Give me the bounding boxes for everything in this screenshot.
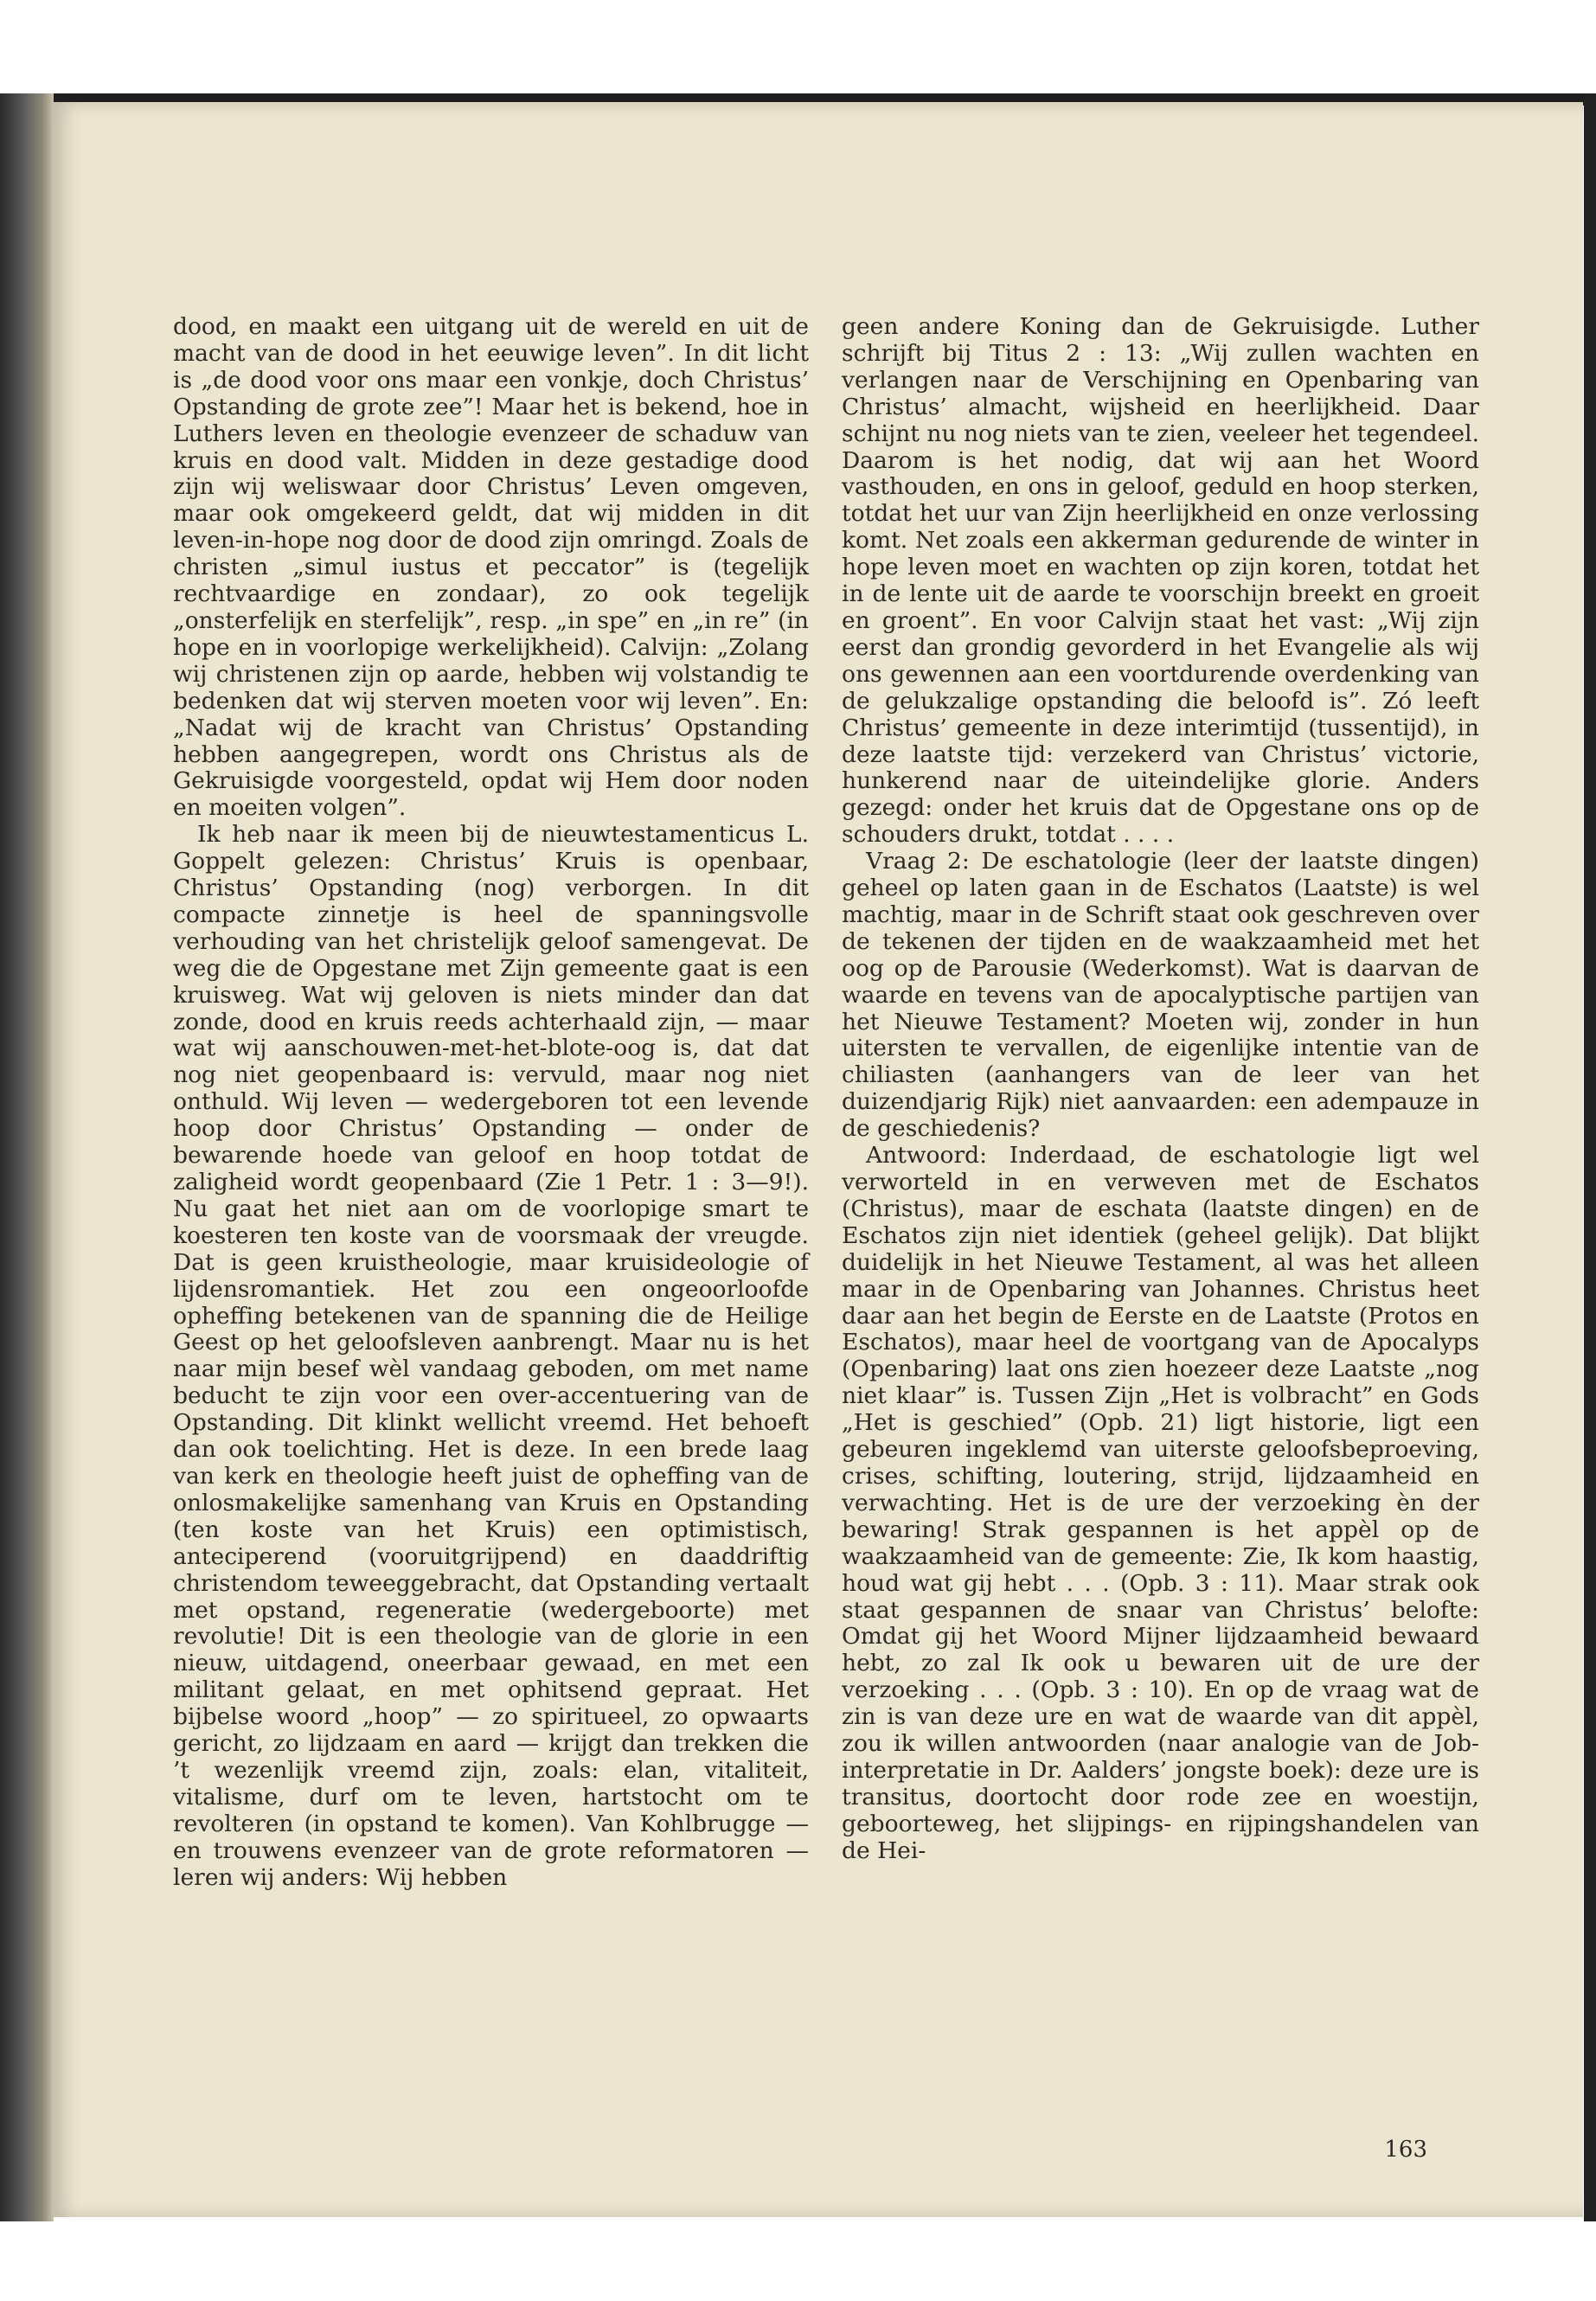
page-sheet (52, 102, 1583, 2217)
left-paragraph-1: dood, en maakt een uitgang uit de wereld en uit de macht van de dood in het eeuwige leven”. In dit licht is „de dood voor ons maar een vonkje, doch Christus’ Opstanding de grote zee”! Maar het is bekend, hoe in Luthers leven en theologie evenzeer de schaduw van kruis en dood valt. Midden in deze gestadige dood zijn wij weliswaar door Christus’ Leven omgeven, maar ook omgekeerd geldt, dat wij midden in dit leven-in-hope nog door de dood zijn omringd. Zoals de christen „simul iustus et peccator” is (tegelijk rechtvaardige en zondaar), zo ook tegelijk „onsterfelijk en sterfelijk”, resp. „in spe” en „in re” (in hope en in voorlopige werkelijkheid). Calvijn: „Zolang wij christenen zijn op aarde, hebben wij volstandig te bedenken dat wij sterven moeten voor wij leven”. En: „Nadat wij de kracht van Christus’ Opstanding hebben aangegrepen, wordt ons Christus als de Gekruisigde voorgesteld, opdat wij Hem door noden en moeiten volgen”. (173, 313, 809, 822)
left-column (173, 314, 809, 1891)
right-column (842, 314, 1479, 1865)
left-paragraph-2: Ik heb naar ik meen bij de nieuwtestamenticus L. Goppelt gelezen: Christus’ Kruis is openbaar, Christus’ Opstanding (nog) verborgen. In dit compacte zinnetje is heel de spanningsvolle verhouding van het christelijk geloof samengevat. De weg die de Opgestane met Zijn gemeente gaat is een kruisweg. Wat wij geloven is niets minder dan dat zonde, dood en kruis reeds achterhaald zijn, — maar wat wij aanschouwen-met-het-blote-oog is, dat dat nog niet geopenbaard is: vervuld, maar nog niet onthuld. Wij leven — wedergeboren tot een levende hoop door Christus’ Opstanding — onder de bewarende hoede van geloof en hoop totdat de zaligheid wordt geopenbaard (Zie 1 Petr. 1 : 3—9!). Nu gaat het niet aan om de voorlopige smart te koesteren ten koste van de voorsmaak der vreugde. Dat is geen kruistheologie, maar kruisideologie of lijdensromantiek. Het zou een ongeoorloofde opheffing betekenen van de spanning die de Heilige Geest op het geloofsleven aanbrengt. Maar nu is het naar mijn besef wèl vandaag geboden, om met name beducht te zijn voor een over-accentuering van de Opstanding. Dit klinkt wellicht vreemd. Het behoeft dan ook toelichting. Het is deze. In een brede laag van kerk en theologie heeft juist de opheffing van de onlosmakelijke samenhang van Kruis en Opstanding (ten koste van het Kruis) een optimistisch, anteciperend (vooruitgrijpend) en daaddriftig christendom teweeggebracht, dat Opstanding vertaalt met opstand, regeneratie (wedergeboorte) met revolutie! Dit is een theologie van de glorie in een nieuw, uitdagend, oneerbaar gewaad, en met een militant gelaat, en met ophitsend gepraat. Het bijbelse woord „hoop” — zo spiritueel, zo opwaarts gericht, zo lijdzaam en aard — krijgt dan trekken die ’t wezenlijk vreemd zijn, zoals: elan, vitaliteit, vitalisme, durf om te leven, hartstocht om te revolteren (in opstand te komen). Van Kohlbrugge — en trouwens evenzeer van de grote reformatoren — leren wij anders: Wij hebben (173, 821, 809, 1891)
right-paragraph-2: Vraag 2: De eschatologie (leer der laatste dingen) geheel op laten gaan in de Eschatos (Laatste) is wel machtig, maar in de Schrift staat ook geschreven over de tekenen der tijden en de waakzaamheid met het oog op de Parousie (Wederkomst). Wat is daarvan de waarde en tevens van de apocalyptische partijen van het Nieuwe Testament? Moeten wij, zonder in hun uitersten te vervallen, de eigenlijke intentie van de chiliasten (aanhangers van de leer van het duizendjarig Rijk) niet aanvaarden: een adempauze in de geschiedenis? (842, 848, 1479, 1143)
book-fore-edge (1584, 93, 1596, 2221)
right-paragraph-1: geen andere Koning dan de Gekruisigde. Luther schrijft bij Titus 2 : 13: „Wij zullen wachten en verlangen naar de Verschijning en Openbaring van Christus’ almacht, wijsheid en heerlijkheid. Daar schijnt nu nog niets van te zien, veeleer het tegendeel. Daarom is het nodig, dat wij aan het Woord vasthouden, en ons in geloof, geduld en hoop sterken, totdat het uur van Zijn heerlijkheid en onze verlossing komt. Net zoals een akkerman gedurende de winter in hope leven moet en wachten op zijn koren, totdat het in de lente uit de aarde te voorschijn breekt en groeit en groent”. En voor Calvijn staat het vast: „Wij zijn eerst dan grondig gevorderd in het Evangelie als wij ons gewennen aan een voortdurende overdenking van de gelukzalige opstanding die beloofd is”. Zó leeft Christus’ gemeente in deze interimtijd (tussentijd), in deze laatste tijd: verzekerd van Christus’ victorie, hunkerend naar de uiteindelijke glorie. Anders gezegd: onder het kruis dat de Opgestane ons op de schouders drukt, totdat . . . . (842, 313, 1479, 849)
book-spine (0, 93, 54, 2221)
page-number: 163 (1384, 2137, 1427, 2163)
right-paragraph-3: Antwoord: Inderdaad, de eschatologie ligt wel verworteld in en verweven met de Eschatos (Christus), maar de eschata (laatste dingen) en de Eschatos zijn niet identiek (geheel gelijk). Dat blijkt duidelijk in het Nieuwe Testament, al was het alleen maar in de Openbaring van Johannes. Christus heet daar aan het begin de Eerste en de Laatste (Protos en Eschatos), maar heel de voortgang van de Apocalyps (Openbaring) laat ons zien hoezeer deze Laatste „nog niet klaar” is. Tussen Zijn „Het is volbracht” en Gods „Het is geschied” (Opb. 21) ligt historie, ligt een gebeuren ingeklemd van uiterste geloofsbeproeving, crises, schifting, loutering, strijd, lijdzaamheid en verwachting. Het is de ure der verzoeking èn der bewaring! Strak gespannen is het appèl op de waakzaamheid van de gemeente: Zie, Ik kom haastig, houd wat gij hebt . . . (Opb. 3 : 11). Maar strak ook staat gespannen de snaar van Christus’ belofte: Omdat gij het Woord Mijner lijdzaamheid bewaard hebt, zo zal Ik ook u bewaren uit de ure der verzoeking . . . (Opb. 3 : 10). En op de vraag wat de zin is van deze ure en wat de waarde van dit appèl, zou ik willen antwoorden (naar analogie van de Job-interpretatie in Dr. Aalders’ jongste boek): deze ure is transitus, doortocht door rode zee en woestijn, geboorteweg, het slijpings- en rijpingshandelen van de Hei- (842, 1142, 1479, 1864)
